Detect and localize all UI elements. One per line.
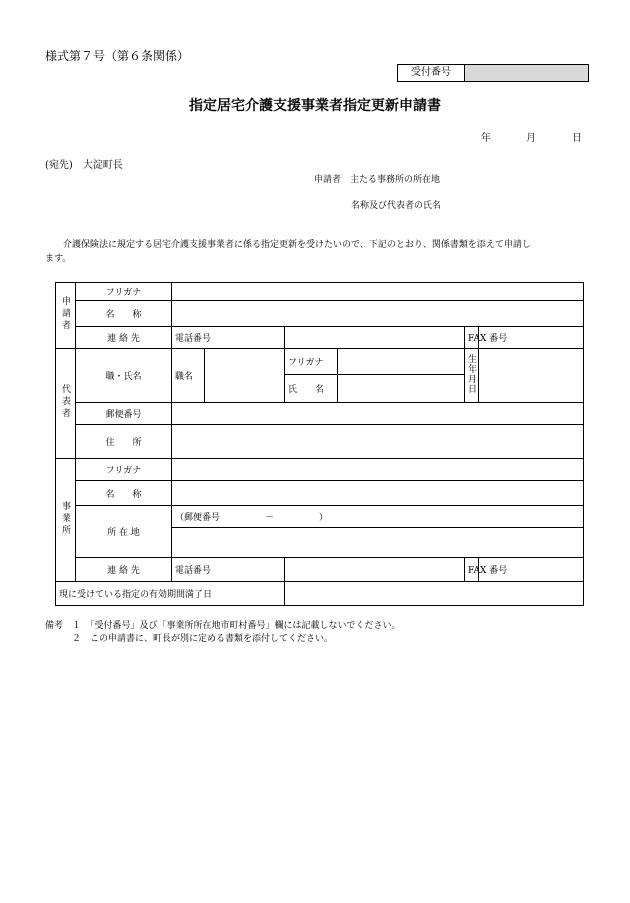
office-name-field[interactable] bbox=[172, 481, 584, 506]
date-day: 日 bbox=[572, 133, 582, 144]
addressee: (宛先) 大淀町長 bbox=[45, 160, 123, 171]
intro-line-2: ます。 bbox=[45, 254, 72, 264]
validity-period-field[interactable] bbox=[285, 582, 584, 606]
receipt-number-field[interactable] bbox=[465, 65, 588, 81]
remark-1: 備考 １ 「受付番号」及び「事業所所在地市町村番号」欄には記載しないでください。 bbox=[45, 621, 401, 631]
representative-name-field[interactable] bbox=[338, 375, 465, 403]
representative-birthdate-field[interactable] bbox=[479, 349, 584, 403]
date-month: 月 bbox=[526, 133, 536, 144]
office-furigana-label: フリガナ bbox=[76, 459, 172, 481]
applicant-contact-label: 連 絡 先 bbox=[76, 327, 172, 349]
form-number: 様式第７号（第６条関係） bbox=[45, 49, 190, 63]
application-table bbox=[55, 282, 584, 606]
representative-postal-field[interactable] bbox=[172, 403, 584, 425]
date-year: 年 bbox=[481, 133, 491, 144]
applicant-phone-field[interactable] bbox=[285, 327, 465, 349]
applicant-phone-label: 電話番号 bbox=[172, 327, 285, 349]
representative-postal-label: 郵便番号 bbox=[76, 403, 172, 425]
office-phone-field[interactable] bbox=[285, 558, 465, 582]
representative-position-field[interactable] bbox=[205, 349, 285, 403]
office-location-label: 所 在 地 bbox=[76, 506, 172, 558]
remarks bbox=[45, 620, 401, 646]
office-address-field[interactable] bbox=[172, 528, 584, 558]
office-name-label: 名 称 bbox=[76, 481, 172, 506]
office-phone-label: 電話番号 bbox=[172, 558, 285, 582]
intro-text bbox=[45, 238, 585, 266]
representative-address-label: 住 所 bbox=[76, 425, 172, 459]
representative-position-label: 職名 bbox=[172, 349, 205, 403]
representative-birthdate-label: 生年月日 bbox=[465, 349, 479, 403]
remark-2: ２ この申請書に、町長が別に定める書類を添付してください。 bbox=[45, 634, 334, 644]
page-title: 指定居宅介護支援事業者指定更新申請書 bbox=[189, 98, 441, 114]
receipt-number-label: 受付番号 bbox=[398, 65, 465, 81]
applicant-name-label: 名称及び代表者の氏名 bbox=[351, 201, 442, 211]
applicant-fax-label: FAX 番号 bbox=[465, 327, 479, 349]
representative-furigana-field[interactable] bbox=[338, 349, 465, 375]
applicant-furigana-field[interactable] bbox=[172, 283, 584, 301]
representative-position-name-label: 職・氏名 bbox=[76, 349, 172, 403]
representative-section-label: 代表者 bbox=[56, 349, 76, 459]
applicant-address-label: 申請者 主たる事務所の所在地 bbox=[314, 175, 441, 185]
intro-line-1: 介護保険法に規定する居宅介護支援事業者に係る指定更新を受けたいので、下記のとおり、関係書類を添えて申請し bbox=[63, 240, 531, 250]
office-contact-label: 連 絡 先 bbox=[76, 558, 172, 582]
representative-furigana-label: フリガナ bbox=[285, 349, 338, 375]
representative-name-label: 氏 名 bbox=[285, 375, 338, 403]
receipt-number-box bbox=[397, 64, 589, 82]
applicant-section-label: 申請者 bbox=[56, 283, 76, 349]
office-postal-line[interactable]: （郵便番号 － ） bbox=[172, 506, 584, 528]
validity-period-label: 現に受けている指定の有効期間満了日 bbox=[56, 582, 285, 606]
office-fax-label: FAX 番号 bbox=[465, 558, 479, 582]
office-furigana-field[interactable] bbox=[172, 459, 584, 481]
representative-address-field[interactable] bbox=[172, 425, 584, 459]
office-section-label: 事業所 bbox=[56, 459, 76, 582]
applicant-name-label-cell: 名 称 bbox=[76, 301, 172, 327]
applicant-furigana-label: フリガナ bbox=[76, 283, 172, 301]
applicant-name-field[interactable] bbox=[172, 301, 584, 327]
